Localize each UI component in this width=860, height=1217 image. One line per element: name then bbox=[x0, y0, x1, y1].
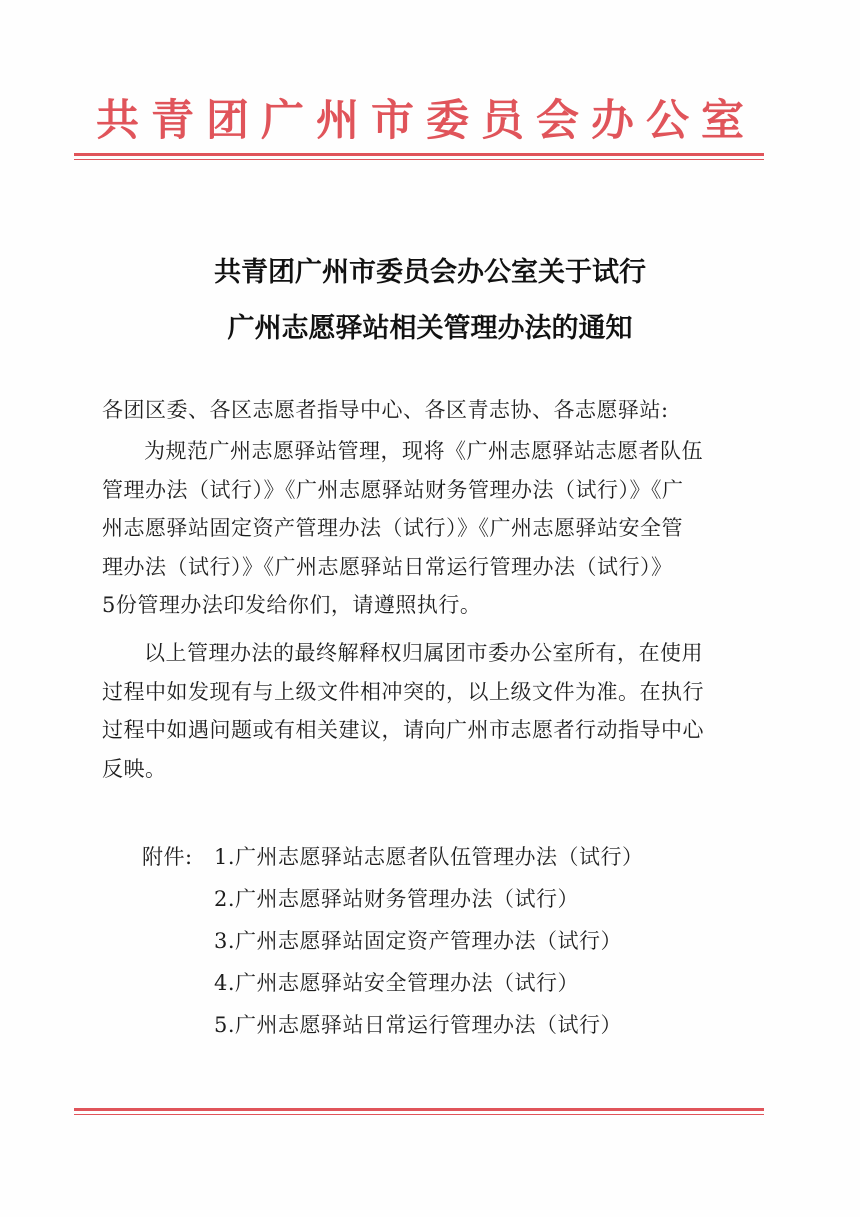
paragraph-2-line: 以上管理办法的最终解释权归属团市委办公室所有，在使用 bbox=[144, 641, 703, 665]
paragraph-1-line: 理办法（试行）》《广州志愿驿站日常运行管理办法（试行）》 bbox=[102, 554, 673, 579]
red-rule-thin-line bbox=[74, 159, 764, 160]
paragraph-2-line: 过程中如遇问题或有相关建议，请向广州市志愿者行动指导中心 bbox=[102, 718, 704, 742]
attachments-list bbox=[214, 838, 644, 1048]
attachment-item: 1.广州志愿驿站志愿者队伍管理办法（试行） bbox=[214, 845, 644, 869]
masthead-organization-name: 共青团广州市委员会办公室 bbox=[96, 96, 756, 146]
footer-red-rule bbox=[74, 1108, 764, 1115]
paragraph-1-line: 管理办法（试行）》《广州志愿驿站财务管理办法（试行）》《广 bbox=[102, 477, 684, 502]
body-paragraph-2 bbox=[102, 634, 752, 788]
attachment-item: 3.广州志愿驿站固定资产管理办法（试行） bbox=[214, 929, 623, 953]
body-paragraph-1 bbox=[102, 432, 752, 625]
attachment-item: 2.广州志愿驿站财务管理办法（试行） bbox=[214, 887, 580, 911]
attachment-item: 5.广州志愿驿站日常运行管理办法（试行） bbox=[214, 1013, 623, 1037]
red-rule-thin-line bbox=[74, 1114, 764, 1115]
red-rule-thick-line bbox=[74, 1108, 764, 1111]
document-title-line-1: 共青团广州市委员会办公室关于试行 bbox=[214, 257, 646, 288]
paragraph-1-line: 州志愿驿站固定资产管理办法（试行）》《广州志愿驿站安全管 bbox=[102, 516, 683, 540]
document-title-line-2: 广州志愿驿站相关管理办法的通知 bbox=[227, 313, 633, 344]
paragraph-2-line: 反映。 bbox=[102, 756, 167, 781]
attachments-label: 附件: bbox=[142, 845, 193, 869]
paragraph-1-line: 为规范广州志愿驿站管理，现将《广州志愿驿站志愿者队伍 bbox=[144, 439, 703, 463]
red-rule-thick-line bbox=[74, 153, 764, 156]
paragraph-1-line: 5份管理办法印发给你们，请遵照执行。 bbox=[102, 593, 482, 617]
paragraph-2-line: 过程中如发现有与上级文件相冲突的，以上级文件为准。在执行 bbox=[102, 679, 704, 704]
attachment-item: 4.广州志愿驿站安全管理办法（试行） bbox=[214, 971, 580, 995]
masthead-red-rule bbox=[74, 153, 764, 160]
salutation: 各团区委、各区志愿者指导中心、各区青志协、各志愿驿站: bbox=[102, 398, 669, 422]
